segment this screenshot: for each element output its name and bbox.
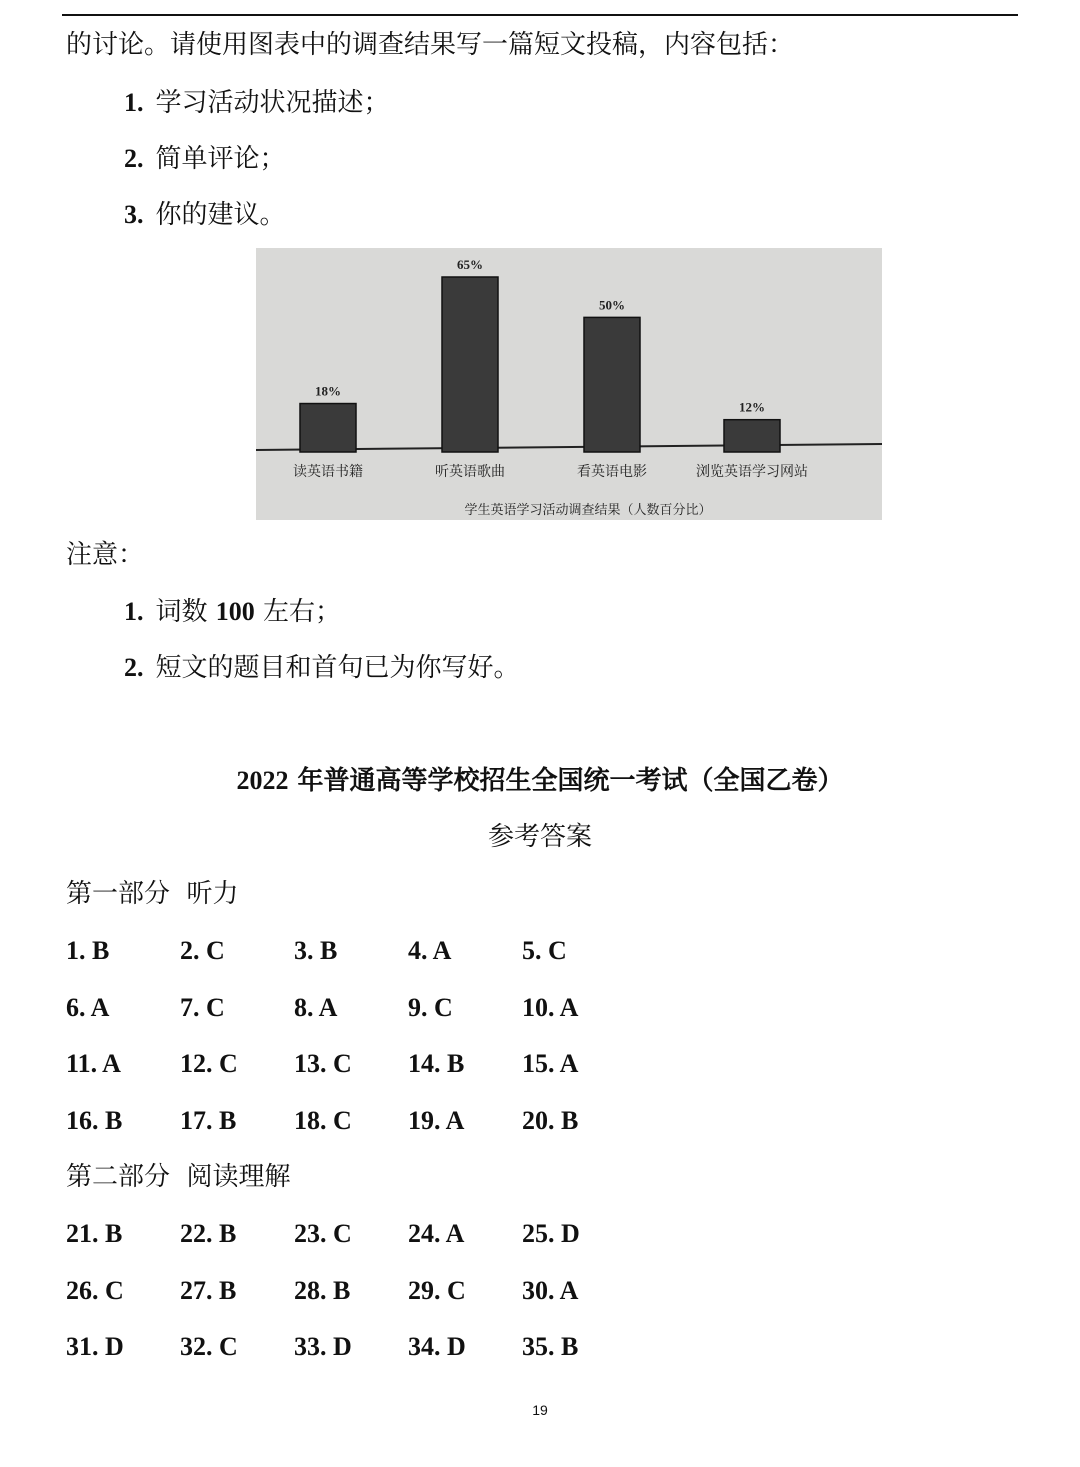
answer-item: 6. A — [66, 992, 110, 1022]
point-number: 3. — [124, 200, 144, 229]
answer-item: 33. D — [294, 1332, 352, 1362]
answer-item: 32. C — [180, 1332, 238, 1362]
answer-item: 10. A — [522, 992, 579, 1022]
point-number: 1. — [124, 88, 144, 117]
chart-title: 学生英语学习活动调查结果（人数百分比） — [464, 503, 712, 518]
answer-item: 30. A — [522, 1275, 579, 1305]
answer-item: 9. C — [408, 992, 453, 1022]
exam-year: 2022 — [236, 766, 289, 795]
category-label: 听英语歌曲 — [435, 464, 505, 480]
category-label: 读英语书籍 — [293, 464, 363, 480]
answer-item: 18. C — [294, 1106, 352, 1136]
answer-item: 15. A — [522, 1049, 579, 1079]
part1-title: 第一部分 听力 — [66, 879, 239, 909]
note-1 — [124, 595, 341, 629]
note-pre: 词数 — [155, 597, 216, 627]
answer-item: 31. D — [66, 1332, 124, 1362]
top-rule — [62, 14, 1018, 16]
point-text: 你的建议。 — [155, 200, 286, 230]
exam-title-text: 年普通高等学校招生全国统一考试（全国乙卷） — [288, 766, 844, 796]
content-point-3 — [124, 198, 286, 232]
answer-item: 12. C — [180, 1049, 238, 1079]
part2-title: 第二部分 阅读理解 — [66, 1162, 291, 1192]
data-label: 50% — [599, 297, 625, 313]
page-number: 19 — [532, 1402, 548, 1418]
category-label: 浏览英语学习网站 — [696, 464, 808, 480]
answer-item: 2. C — [180, 936, 225, 965]
answer-item: 35. B — [522, 1332, 579, 1362]
answer-item: 20. B — [522, 1106, 579, 1136]
bar — [442, 277, 498, 452]
note-word-count: 100 — [215, 597, 255, 626]
answer-item: 25. D — [522, 1219, 580, 1248]
answer-item: 24. A — [408, 1219, 465, 1248]
answer-item: 22. B — [180, 1219, 237, 1248]
answer-item: 23. C — [294, 1219, 352, 1248]
answer-item: 28. B — [294, 1275, 351, 1305]
category-label: 看英语电影 — [577, 464, 647, 480]
answer-item: 3. B — [294, 936, 338, 965]
answer-item: 7. C — [180, 992, 225, 1022]
answer-item: 29. C — [408, 1275, 466, 1305]
point-text: 学习活动状况描述； — [155, 88, 390, 118]
answer-item: 8. A — [294, 992, 338, 1022]
answer-item: 11. A — [66, 1049, 121, 1079]
answer-item: 4. A — [408, 936, 452, 965]
note-post: 左右； — [254, 597, 342, 627]
bar — [724, 420, 780, 452]
note-number: 1. — [124, 597, 144, 626]
content-point-1 — [124, 86, 390, 120]
intro-text: 的讨论。请使用图表中的调查结果写一篇短文投稿，内容包括： — [66, 30, 795, 60]
answer-item: 34. D — [408, 1332, 466, 1362]
data-label: 65% — [457, 257, 483, 272]
data-label: 12% — [739, 399, 765, 415]
answer-item: 27. B — [180, 1275, 237, 1305]
point-text: 简单评论； — [155, 144, 286, 174]
answer-item: 17. B — [180, 1106, 237, 1136]
answer-item: 26. C — [66, 1275, 124, 1305]
notes-title: 注意： — [66, 540, 145, 570]
answer-item: 5. C — [522, 936, 567, 965]
answer-item: 21. B — [66, 1219, 123, 1248]
note-2 — [124, 651, 520, 685]
answer-title: 参考答案 — [487, 822, 592, 852]
survey-bar-chart — [256, 248, 882, 520]
answer-item: 14. B — [408, 1049, 465, 1079]
exam-title — [0, 764, 1080, 798]
note-text: 短文的题目和首句已为你写好。 — [155, 653, 520, 683]
point-number: 2. — [124, 144, 144, 173]
answer-item: 1. B — [66, 936, 110, 965]
content-point-2 — [124, 142, 286, 176]
data-label: 18% — [315, 383, 341, 399]
chart-canvas — [256, 248, 882, 520]
answer-item: 16. B — [66, 1106, 123, 1136]
answer-item: 13. C — [294, 1049, 352, 1079]
bar — [584, 317, 640, 452]
bar — [300, 404, 356, 452]
note-number: 2. — [124, 653, 144, 682]
answer-item: 19. A — [408, 1106, 465, 1136]
